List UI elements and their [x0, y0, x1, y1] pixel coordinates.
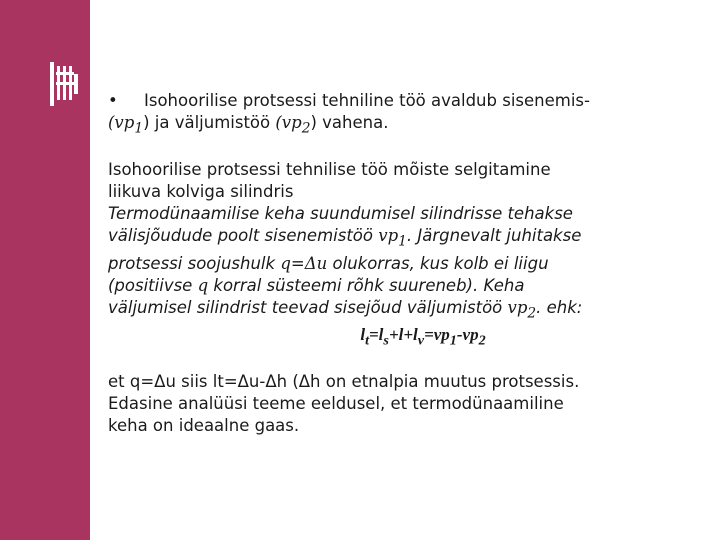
para3-line-3: keha on ideaalne gaas. — [108, 416, 300, 436]
para2-line-5: väljumisel silindrist teevad sisejõud väljumistöö $vp_2$. ehk: — [108, 297, 583, 321]
para3-line-2: Edasine analüüsi teeme eeldusel, et termodünaamiline — [108, 394, 564, 414]
para2-line-4: (positiivse q korral süsteemi rõhk suureneb). Keha — [108, 275, 525, 295]
bullet-symbol: • — [108, 91, 118, 110]
bullet-item — [108, 90, 708, 112]
para3-line-1: et q=Δu siis lt=Δu-Δh (Δh on etnalpia muutus protsessis. — [108, 372, 580, 392]
para2-line-3: protsessi soojushulk q=Δu olukorras, kus kolb ei liigu — [108, 253, 549, 273]
bullet-line-2: $(vp_1)$ ja väljumistöö $(vp_2)$ vahena. — [108, 113, 389, 137]
university-logo-icon — [50, 62, 78, 106]
bullet-line-1: Isohoorilise protsessi tehniline töö avaldub sisenemis- — [144, 91, 590, 110]
para2-line-1: Termodünaamilise keha suundumisel silindrisse tehakse — [108, 204, 573, 224]
heading-line-1: Isohoorilise protsessi tehnilise töö mõiste selgitamine — [108, 160, 551, 180]
formula: $l_t=l_s+l+l_v=vp_1-vp_2$ — [360, 324, 486, 349]
heading-line-2: liikuva kolviga silindris — [108, 182, 294, 202]
slide-content — [108, 90, 708, 437]
para2-line-2: välisjõudude poolt sisenemistöö $vp_1$. Järgnevalt juhitakse — [108, 226, 582, 250]
